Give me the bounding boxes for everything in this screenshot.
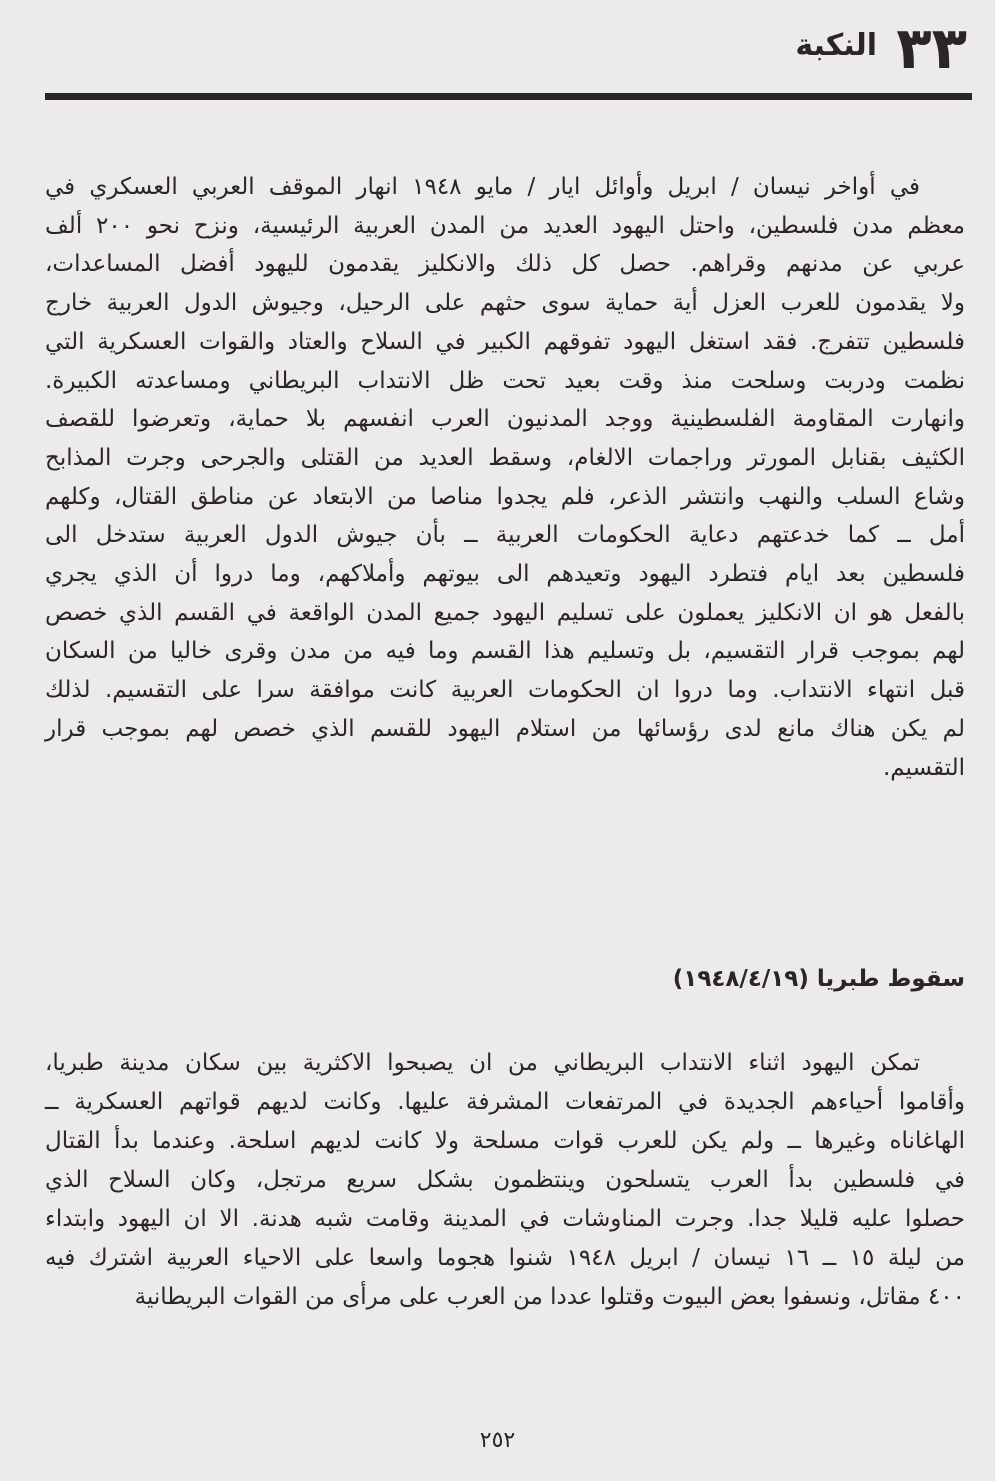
text-line: من ليلة ١٥ ــ ١٦ نيسان / ابريل ١٩٤٨ شنوا هجوما واسعا على الاحياء العربية اشترك فيه (45, 1245, 965, 1271)
header-rule (45, 93, 972, 100)
page-number: ٢٥٢ (479, 1428, 516, 1453)
text-line: لهم بموجب قرار التقسيم، بل وتسليم هذا القسم وما فيه من مدن وقرى خاليا من السكان (45, 638, 965, 665)
text-line: معظم مدن فلسطين، واحتل اليهود العديد من المدن العربية الرئيسية، ونزح نحو ٢٠٠ ألف (45, 212, 965, 239)
text-line: الهاغاناه وغيرها ــ ولم يكن للعرب قوات مسلحة ولا كانت لديهم اسلحة. وعندما بدأ القتال (45, 1128, 965, 1154)
text-line: الكثيف بقنابل المورتر وراجمات الالغام، وسقط العديد من القتلى والجرحى وجرت المذابح (45, 444, 965, 471)
text-line: وأقاموا أحياءهم الجديدة في المرتفعات المشرفة عليها. وكانت لديهم قواتهم العسكرية ــ (45, 1089, 965, 1115)
text-line: ولا يقدمون للعرب العزل أية حماية سوى حثهم على الرحيل، وجيوش الدول العربية خارج (45, 290, 965, 317)
text-line: التقسيم. (882, 754, 965, 781)
text-line: وشاع السلب والنهب وانتشر الذعر، فلم يجدوا مناصا من الابتعاد عن مناطق القتال، وكلهم (45, 483, 965, 510)
text-line: نظمت ودربت وسلحت منذ وقت بعيد تحت ظل الانتداب البريطاني ومساعدته الكبيرة. (45, 367, 965, 394)
chapter-number: ٣٣ (896, 14, 967, 82)
text-line: فلسطين تتفرج. فقد استغل اليهود تفوقهم الكبير في السلاح والعتاد والقوات العسكرية التي (45, 328, 965, 355)
text-line: فلسطين بعد ايام فتطرد اليهود وتعيدهم الى بيوتهم وأملاكهم، وما دروا أن الذي يجري (45, 561, 965, 587)
text-line: عربي عن مدنهم وقراهم. حصل كل ذلك والانكليز يقدمون لليهود أفضل المساعدات، (45, 251, 965, 278)
text-line: في أواخر نيسان / ابريل وأوائل ايار / مايو ١٩٤٨ انهار الموقف العربي العسكري في (45, 174, 920, 200)
text-line: قبل انتهاء الانتداب. وما دروا ان الحكومات العربية كانت موافقة سرا على التقسيم. لذلك (45, 677, 965, 704)
text-line: ٤٠٠ مقاتل، ونسفوا بعض البيوت وقتلوا عددا من العرب على مرأى من القوات البريطانية (134, 1284, 965, 1310)
text-line: تمكن اليهود اثناء الانتداب البريطاني من ان يصبحوا الاكثرية بين سكان مدينة طبريا، (45, 1050, 920, 1076)
section-heading: سقوط طبريا (١٩٤٨/٤/١٩) (672, 966, 965, 992)
text-line: أمل ــ كما خدعتهم دعاية الحكومات العربية ــ بأن جيوش الدول العربية ستدخل الى (45, 522, 965, 549)
text-line: في فلسطين بدأ العرب يتسلحون وينتظمون بشكل سريع مرتجل، وكان السلاح الذي (45, 1167, 965, 1193)
text-line: وانهارت المقاومة الفلسطينية ووجد المدنيون العرب انفسهم بلا حماية، وتعرضوا للقصف (45, 406, 965, 433)
text-line: لم يكن هناك مانع لدى رؤسائها من استلام اليهود للقسم الذي خصص لهم بموجب قرار (45, 715, 965, 742)
text-line: بالفعل هو ان الانكليز يعملون على تسليم اليهود جميع المدن الواقعة في القسم الذي خصص (45, 599, 965, 626)
chapter-title: النكبة (795, 28, 877, 63)
text-line: حصلوا عليه قليلا جدا. وجرت المناوشات في المدينة وقامت شبه هدنة. الا ان اليهود وابتداء (45, 1206, 965, 1232)
